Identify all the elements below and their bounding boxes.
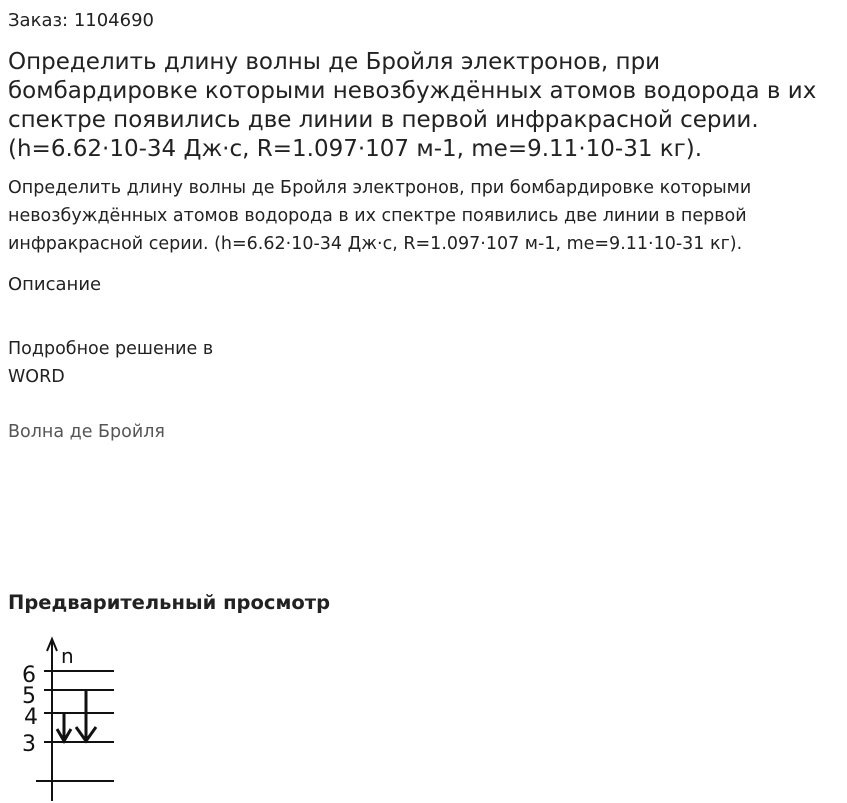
level-label-6: 6 <box>22 663 36 688</box>
tag-link-de-broglie-wave[interactable]: Волна де Бройля <box>8 422 165 442</box>
problem-description: Определить длину волны де Бройля электронов, при бомбардировке которыми невозбуждённых атомов водорода в их спектре появились две линии в первой инфракрасной серии. (h=6.62·10-34 Дж·с, R=1.097·107 м-1, me=9.11·10-31 кг). <box>8 178 752 254</box>
level-label-4: 4 <box>24 705 38 730</box>
page-title: Определить длину волны де Бройля электронов, при бомбардировке которыми невозбуждённых атомов водорода в их спектре появились две линии в первой инфракрасной серии. (h=6.62·10-34 Дж·с, R=1.097·107 м-1, me=9.11·10-31 кг). <box>8 49 817 162</box>
preview-image[interactable] <box>18 633 128 803</box>
level-label-3: 3 <box>22 732 36 757</box>
axis-label-n: n <box>61 644 74 668</box>
level-label-5: 5 <box>22 684 36 709</box>
preview-heading: Предварительный просмотр <box>8 591 331 614</box>
description-label: Описание <box>8 274 102 295</box>
order-number: Заказ: 1104690 <box>8 10 154 31</box>
solution-format-text: Подробное решение в WORD <box>8 339 214 387</box>
